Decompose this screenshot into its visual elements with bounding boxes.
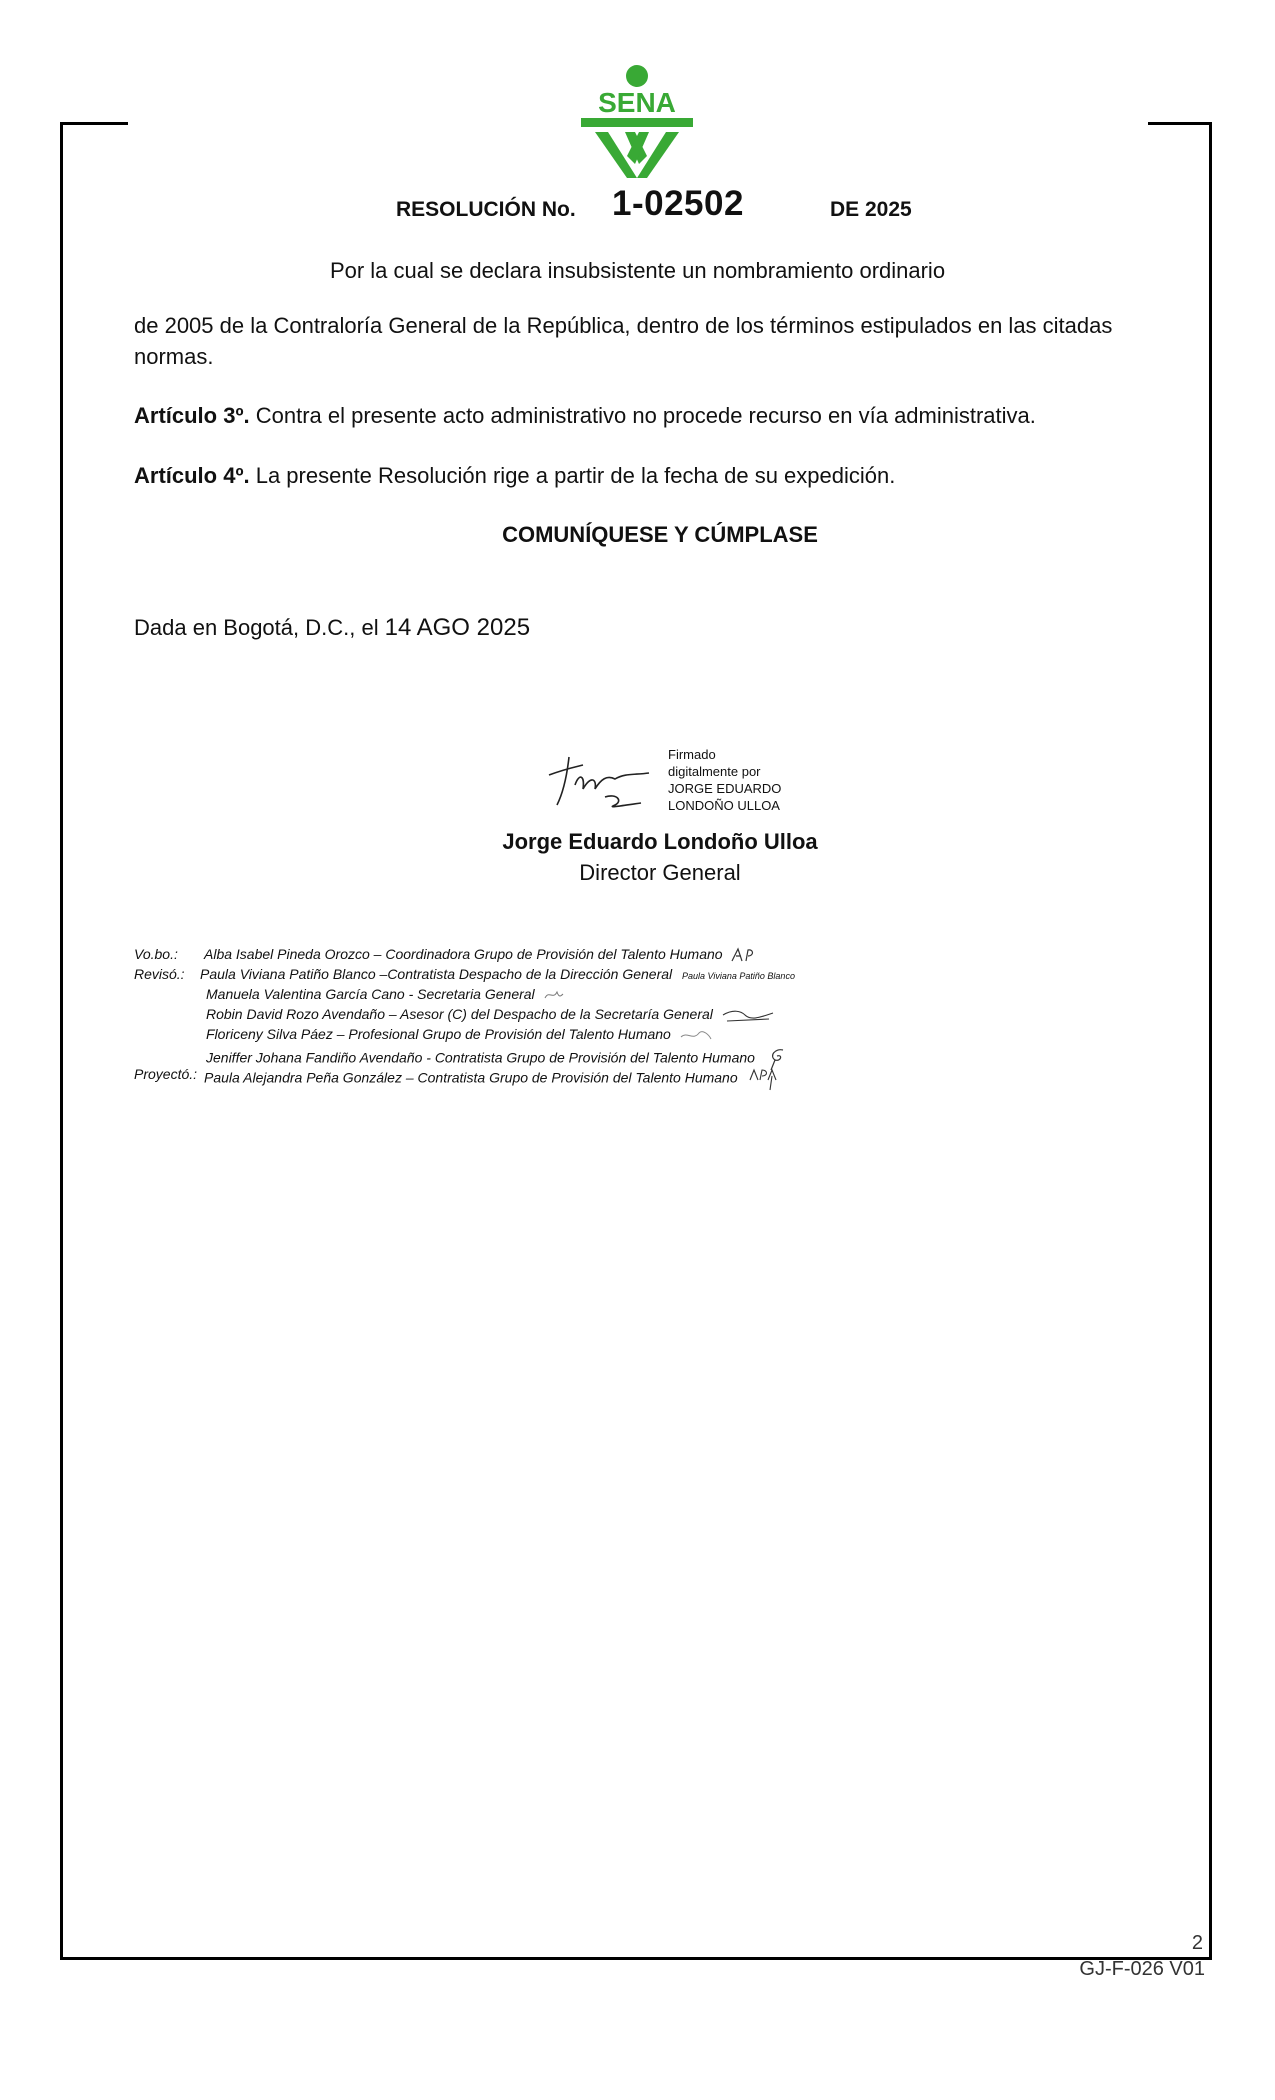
reviso-entry-1 <box>200 966 795 982</box>
frame-right <box>1209 122 1212 1960</box>
digital-sig-line-1: Firmado <box>668 747 716 762</box>
reviso-label: Revisó.: <box>134 966 185 982</box>
resolution-number: 1-02502 <box>612 184 744 223</box>
reviso-4-signature <box>679 1027 713 1043</box>
article-3-text: Contra el presente acto administrativo no procede recurso en vía administrativa. <box>249 403 1036 428</box>
frame-left <box>60 122 63 1960</box>
frame-top-left <box>60 122 128 125</box>
proyecto-entry-text: Paula Alejandra Peña González – Contratista Grupo de Provisión del Talento Humano <box>204 1069 738 1086</box>
issue-place-date <box>134 614 530 642</box>
closing-formula: COMUNÍQUESE Y CÚMPLASE <box>502 522 818 547</box>
sena-logo-text: SENA <box>598 87 676 118</box>
resolution-year: DE 2025 <box>830 198 912 221</box>
article-4-label: Artículo 4º. <box>134 463 250 488</box>
reviso-entry-1-initials: Paula Viviana Patiño Blanco <box>682 971 795 981</box>
reviso-entry-1-text: Paula Viviana Patiño Blanco –Contratista Despacho de la Dirección General <box>200 966 673 982</box>
proyecto-entry <box>204 1066 780 1092</box>
article-3-label: Artículo 3º. <box>134 403 250 428</box>
proyecto-label: Proyectó.: <box>134 1066 198 1082</box>
reviso-entry-3-text: Robin David Rozo Avendaño – Asesor (C) del Despacho de la Secretaría General <box>206 1006 713 1022</box>
vobo-entry <box>204 946 758 963</box>
reviso-2-signature <box>543 988 565 1002</box>
sena-logo-graphic <box>575 60 700 185</box>
vobo-entry-text: Alba Isabel Pineda Orozco – Coordinadora Grupo de Provisión del Talento Humano <box>204 946 723 962</box>
article-4 <box>134 460 1154 491</box>
reviso-entry-2-text: Manuela Valentina García Cano - Secretaria General <box>206 986 535 1002</box>
resolution-subtitle: Por la cual se declara insubsistente un nombramiento ordinario <box>329 258 946 283</box>
signer-name: Jorge Eduardo Londoño Ulloa <box>502 829 818 854</box>
handwritten-signature <box>545 745 665 810</box>
article-3 <box>134 400 1154 431</box>
form-code: GJ-F-026 V01 <box>1079 1958 1205 1980</box>
sena-logo <box>575 60 700 185</box>
reviso-entry-2 <box>206 986 565 1002</box>
proyecto-signature <box>746 1066 780 1092</box>
frame-bottom <box>60 1957 1212 1960</box>
signature-graphic <box>545 745 665 810</box>
article-4-text: La presente Resolución rige a partir de la fecha de su expedición. <box>249 463 896 488</box>
reviso-entry-4-text: Floriceny Silva Páez – Profesional Grupo de Provisión del Talento Humano <box>206 1026 671 1042</box>
reviso-3-signature <box>721 1007 775 1023</box>
resolution-label: RESOLUCIÓN No. <box>396 198 576 221</box>
digital-signature-note <box>668 746 781 814</box>
issue-date: 14 AGO 2025 <box>384 614 531 641</box>
digital-sig-line-2: digitalmente por <box>668 764 761 779</box>
reviso-entry-5-text: Jeniffer Johana Fandiño Avendaño - Contratista Grupo de Provisión del Talento Humano <box>206 1049 755 1066</box>
digital-sig-line-3: JORGE EDUARDO <box>668 781 782 796</box>
issue-place: Dada en Bogotá, D.C., el <box>134 615 379 640</box>
frame-top-right <box>1148 122 1212 125</box>
vobo-label: Vo.bo.: <box>134 946 178 962</box>
reviso-entry-4 <box>206 1026 713 1043</box>
page-number: 2 <box>1191 1932 1203 1954</box>
signer-role: Director General <box>579 860 741 885</box>
reviso-entry-3 <box>206 1006 775 1023</box>
vobo-initials-signature <box>730 947 758 963</box>
paragraph-continuation: de 2005 de la Contraloría General de la República, dentro de los términos estipulados en las citadas normas. <box>134 313 1113 369</box>
digital-sig-line-4: LONDOÑO ULLOA <box>668 798 780 813</box>
